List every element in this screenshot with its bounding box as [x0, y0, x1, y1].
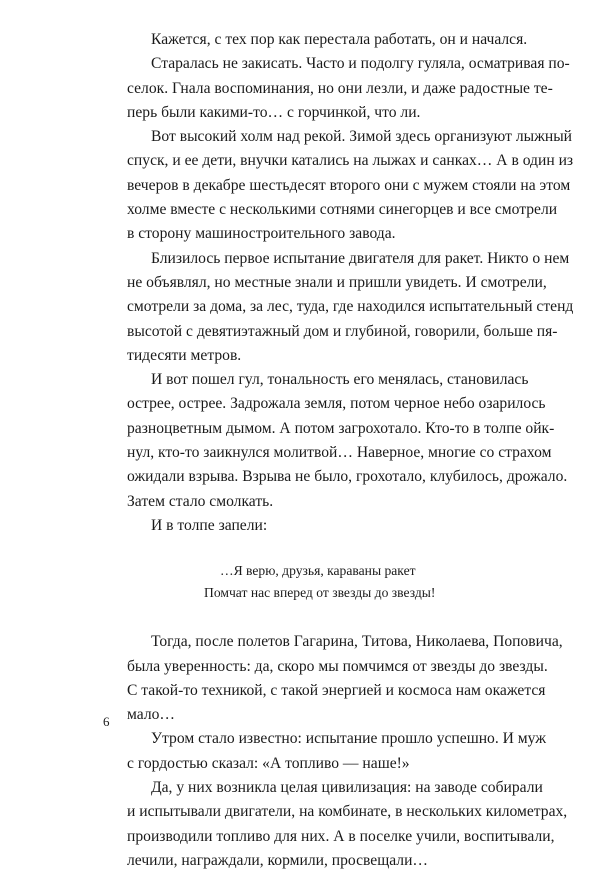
text-line: Кажется, с тех пор как перестала работать, он и начался.	[151, 31, 528, 48]
text-line: острее, острее. Задрожала земля, потом черное небо озарилось	[127, 395, 546, 413]
paragraph	[103, 776, 568, 873]
text-line: разноцветным дымом. А потом загрохотало. Кто-то в толпе ойк-	[127, 419, 555, 437]
text-line: производили топливо для них. А в поселке учили, воспитывали,	[127, 827, 555, 845]
text-line: была уверенность: да, скоро мы помчимся от звезды до звезды.	[127, 657, 548, 675]
poem-quote	[103, 560, 517, 604]
text-line: смотрели за дома, за лес, туда, где находился испытательный стенд	[127, 298, 574, 316]
paragraph	[103, 247, 574, 368]
text-line: Утром стало известно: испытание прошло успешно. И муж	[151, 730, 547, 748]
paragraph	[103, 125, 574, 246]
text-line: Старалась не закисать. Часто и подолгу гуляла, осматривая по-	[151, 55, 570, 73]
text-line: нул, кто-то заикнулся молитвой… Наверное, многие со страхом	[127, 444, 552, 462]
paragraph	[103, 727, 547, 776]
text-line: тидесяти метров.	[127, 346, 242, 364]
text-line: Затем стало смолкать.	[127, 492, 274, 510]
text-line: ожидали взрыва. Взрыва не было, грохотало, клубилось, дрожало.	[127, 468, 568, 486]
paragraph	[103, 28, 528, 52]
poem-line: …Я верю, друзья, караваны ракет	[220, 563, 416, 579]
page-number: 6	[103, 714, 110, 729]
paragraph	[103, 52, 570, 125]
text-line: Тогда, после полетов Гагарина, Титова, Николаева, Поповича,	[151, 633, 563, 651]
text-line: И вот пошел гул, тональность его менялась, становилась	[151, 371, 529, 389]
text-line: и испытывали двигатели, на комбинате, в нескольких километрах,	[127, 803, 568, 821]
body-text	[103, 28, 574, 873]
text-line: не объявлял, но местные знали и пришли увидеть. И смотрели,	[127, 273, 547, 291]
text-line: И в толпе запели:	[151, 516, 268, 534]
text-line: холме вместе с несколькими сотнями синегорцев и все смотрели	[127, 201, 558, 219]
text-line: вечеров в декабре шестьдесят второго они с мужем стояли на этом	[127, 176, 571, 194]
paragraph	[103, 630, 563, 727]
text-line: Да, у них возникла целая цивилизация: на заводе собирали	[151, 779, 543, 797]
text-line: С такой-то техникой, с такой энергией и космоса нам окажется	[127, 681, 546, 699]
poem-line: Помчат нас вперед от звезды до звезды!	[204, 585, 436, 601]
text-line: Вот высокий холм над рекой. Зимой здесь организуют лыжный	[151, 128, 573, 146]
text-line: лечили, награждали, кормили, просвещали…	[127, 851, 429, 869]
text-line: в сторону машиностроительного завода.	[127, 225, 396, 243]
text-line: селок. Гнала воспоминания, но они лезли, и даже радостные те-	[127, 79, 553, 97]
paragraph	[103, 514, 517, 538]
text-line: высотой с девятиэтажный дом и глубиной, говорили, больше пя-	[127, 322, 558, 340]
paragraph	[103, 368, 568, 514]
text-line: перь были какими-то… с горчинкой, что ли.	[127, 103, 421, 121]
text-line: Близилось первое испытание двигателя для ракет. Никто о нем	[151, 249, 570, 267]
text-line: мало…	[127, 706, 175, 724]
text-line: с гордостью сказал: «А топливо — наше!»	[127, 754, 410, 772]
text-line: спуск, и ее дети, внучки катались на лыжах и санках… А в один из	[127, 152, 574, 170]
